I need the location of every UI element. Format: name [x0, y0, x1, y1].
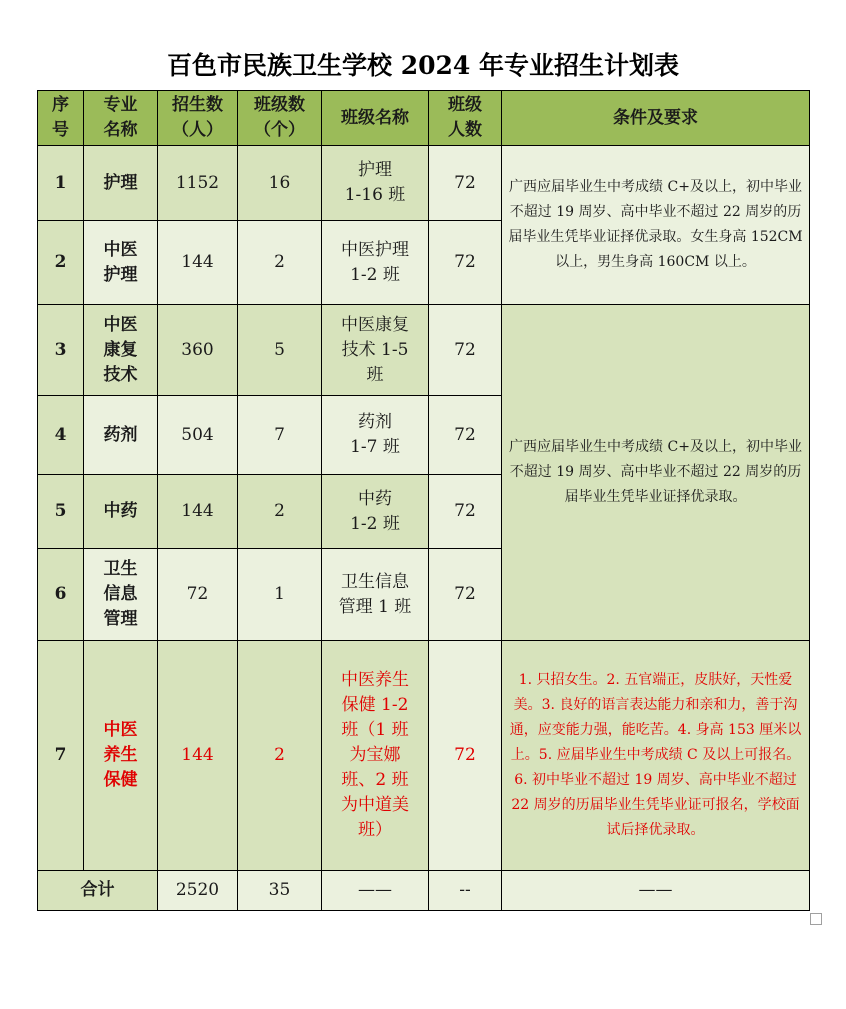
seq-cell: 3: [38, 305, 84, 396]
header-row: [38, 91, 810, 146]
header-major: 专业 名称: [84, 91, 158, 146]
table-row: [38, 305, 810, 396]
class-name-cell: 中医养生 保健 1-2 班（1 班 为宝娜 班、2 班 为中道美 班）: [322, 641, 429, 871]
requirements-group-2: 广西应届毕业生中考成绩 C+及以上，初中毕业不超过 19 周岁、高中毕业不超过 22 周岁的历届毕业生凭毕业证择优录取。: [502, 305, 810, 641]
total-classes: 35: [238, 871, 322, 911]
classes-cell: 1: [238, 549, 322, 641]
classes-cell: 5: [238, 305, 322, 396]
header-class-name: 班级名称: [322, 91, 429, 146]
enroll-cell: 72: [158, 549, 238, 641]
class-name-cell: 中医护理 1-2 班: [322, 221, 429, 305]
major-cell: 卫生 信息 管理: [84, 549, 158, 641]
table-row: [38, 146, 810, 221]
requirements-group-3: 1. 只招女生。2. 五官端正，皮肤好，天性爱美。3. 良好的语言表达能力和亲和力，善于沟通，应变能力强，能吃苦。4. 身高 153 厘米以上。5. 应届毕业生中考成绩 C 及以上可报名。6. 初中毕业不超过 19 周岁、高中毕业不超过 22 周岁的历届毕业生凭毕业证可报名，学校面试后择优录取。: [502, 641, 810, 871]
seq-cell: 2: [38, 221, 84, 305]
page-title: 百色市民族卫生学校 2024 年专业招生计划表: [167, 51, 679, 80]
class-name-cell: 护理 1-16 班: [322, 146, 429, 221]
classes-cell: 2: [238, 475, 322, 549]
total-row: [38, 871, 810, 911]
seq-cell: 7: [38, 641, 84, 871]
seq-cell: 5: [38, 475, 84, 549]
enroll-cell: 144: [158, 641, 238, 871]
total-label: 合计: [38, 871, 158, 911]
major-cell: 中医 康复 技术: [84, 305, 158, 396]
header-classes: 班级数 （个）: [238, 91, 322, 146]
total-enroll: 2520: [158, 871, 238, 911]
header-enroll: 招生数 （人）: [158, 91, 238, 146]
major-cell: 护理: [84, 146, 158, 221]
major-cell: 中医 护理: [84, 221, 158, 305]
total-class-size: --: [429, 871, 502, 911]
enroll-cell: 144: [158, 221, 238, 305]
enroll-cell: 144: [158, 475, 238, 549]
class-size-cell: 72: [429, 549, 502, 641]
header-requirements: 条件及要求: [502, 91, 810, 146]
requirements-group-1: 广西应届毕业生中考成绩 C+及以上，初中毕业不超过 19 周岁、高中毕业不超过 22 周岁的历届毕业生凭毕业证择优录取。女生身高 152CM 以上，男生身高 160CM 以上。: [502, 146, 810, 305]
enroll-cell: 360: [158, 305, 238, 396]
seq-cell: 6: [38, 549, 84, 641]
total-class-name: ——: [322, 871, 429, 911]
header-seq: 序 号: [38, 91, 84, 146]
class-size-cell: 72: [429, 641, 502, 871]
seq-cell: 4: [38, 396, 84, 475]
table-row: [38, 641, 810, 871]
class-name-cell: 中药 1-2 班: [322, 475, 429, 549]
class-name-cell: 药剂 1-7 班: [322, 396, 429, 475]
class-name-cell: 卫生信息 管理 1 班: [322, 549, 429, 641]
major-cell: 中医 养生 保健: [84, 641, 158, 871]
total-requirements: ——: [502, 871, 810, 911]
class-size-cell: 72: [429, 146, 502, 221]
table-resize-handle[interactable]: [810, 913, 822, 925]
class-name-cell: 中医康复 技术 1-5 班: [322, 305, 429, 396]
major-cell: 药剂: [84, 396, 158, 475]
classes-cell: 2: [238, 641, 322, 871]
seq-cell: 1: [38, 146, 84, 221]
enrollment-plan-table: [37, 90, 810, 911]
enroll-cell: 1152: [158, 146, 238, 221]
class-size-cell: 72: [429, 396, 502, 475]
major-cell: 中药: [84, 475, 158, 549]
classes-cell: 2: [238, 221, 322, 305]
classes-cell: 16: [238, 146, 322, 221]
classes-cell: 7: [238, 396, 322, 475]
class-size-cell: 72: [429, 221, 502, 305]
class-size-cell: 72: [429, 475, 502, 549]
enroll-cell: 504: [158, 396, 238, 475]
header-class-size: 班级 人数: [429, 91, 502, 146]
class-size-cell: 72: [429, 305, 502, 396]
